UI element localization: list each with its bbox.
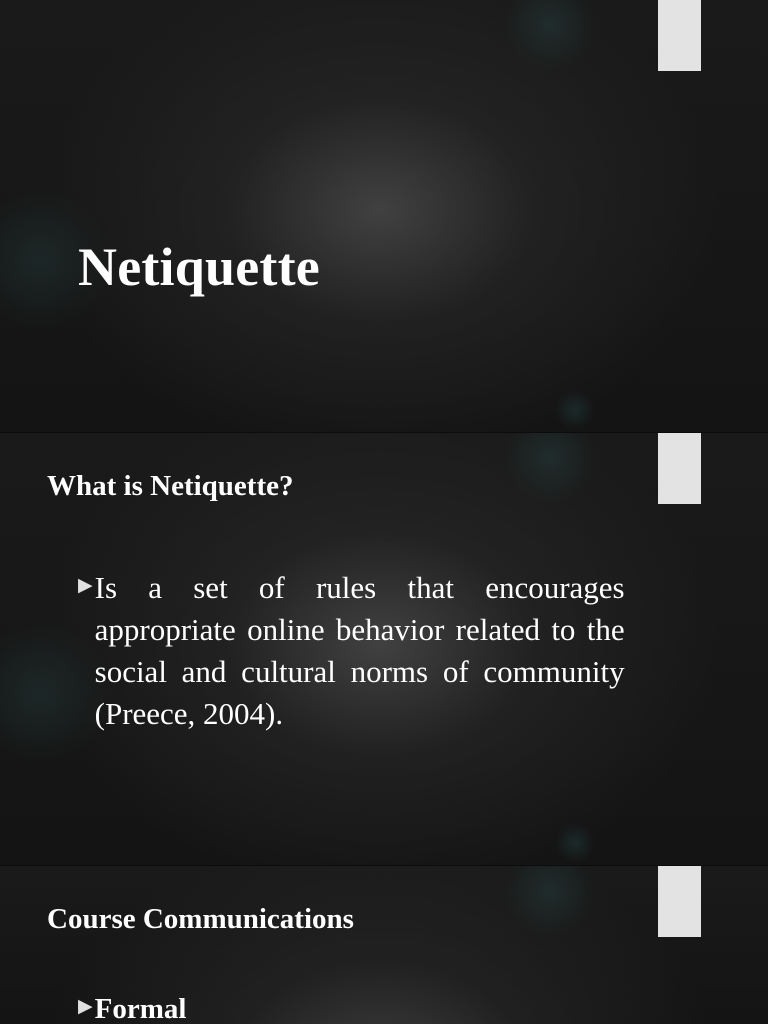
slide-course-communications: [0, 866, 768, 1024]
corner-tab: [658, 866, 701, 937]
bullet-item: [78, 567, 628, 735]
triangle-bullet-icon: ▶: [78, 575, 93, 596]
slide-title: [0, 0, 768, 432]
slide-heading: What is Netiquette?: [47, 470, 294, 502]
triangle-bullet-icon: ▶: [78, 996, 93, 1017]
corner-tab: [658, 0, 701, 71]
bullet-text: Formal: [94, 993, 187, 1024]
bullet-item: [78, 988, 186, 1024]
slide-title-text: Netiquette: [78, 237, 320, 297]
bullet-text: Is a set of rules that encourages appropriate online behavior related to the social and cultural norms of community (Preece, 2004).: [94, 570, 625, 731]
corner-tab: [658, 433, 701, 504]
slide-heading: Course Communications: [47, 903, 354, 935]
slide-what-is-netiquette: [0, 433, 768, 865]
